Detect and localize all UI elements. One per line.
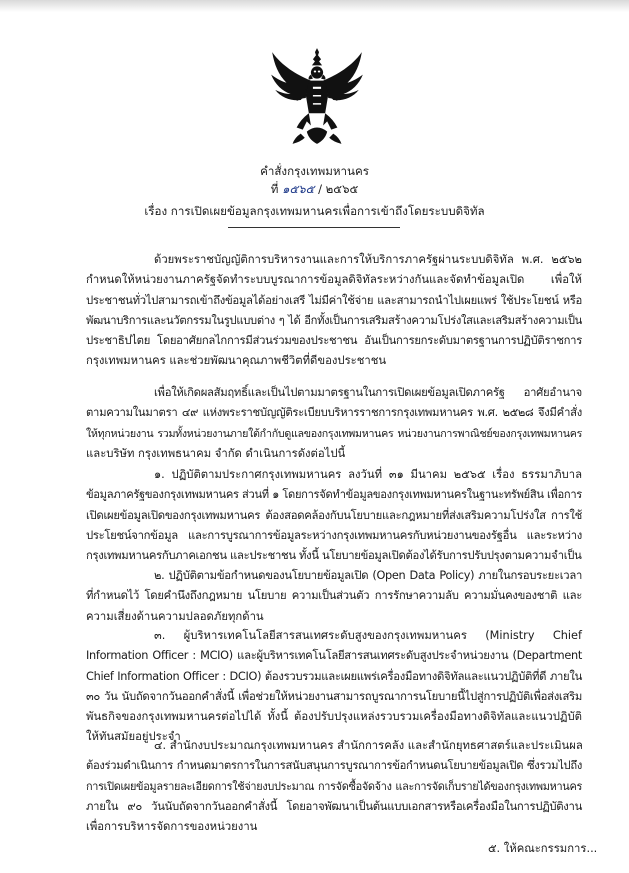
garuda-emblem-icon bbox=[266, 44, 368, 152]
paragraph-line: พันธกิจของกรุงเทพมหานครต่อไปได้ ทั้งนี้ ต้องปรับปรุงแหล่งรวบรวมเครื่องมือทางดิจิทัลและแนวปฏิบัติ bbox=[86, 710, 582, 724]
paragraph-line: ให้ทันสมัยอยู่ประจำ bbox=[86, 730, 181, 744]
paragraph-line: ต้องร่วมดำเนินการ กำหนดมาตรการในการสนับสนุนการบูรณาการข้อกำหนดนโยบายข้อมูลเปิด ซึ่งรวมไปถึง bbox=[86, 759, 582, 773]
order-number-prefix: ที่ bbox=[270, 182, 279, 196]
scan-shadow bbox=[0, 0, 629, 12]
paragraph-line: ตามความในมาตรา ๔๙ แห่งพระราชบัญญัติระเบียบบริหารราชการกรุงเทพมหานคร พ.ศ. ๒๕๒๘ จึงมีคำสั่ง bbox=[86, 406, 582, 420]
paragraph-line: ๒. ปฏิบัติตามข้อกำหนดของนโยบายข้อมูลเปิด (Open Data Policy) ภายในกรอบระยะเวลา bbox=[154, 569, 582, 582]
paragraph-line: เพื่อให้เกิดผลสัมฤทธิ์และเป็นไปตามมาตรฐานในการเปิดเผยข้อมูลเปิดภาครัฐ อาศัยอำนาจ bbox=[154, 386, 582, 399]
clause-2 bbox=[86, 566, 582, 627]
paragraph-line: กำหนดให้หน่วยงานภาครัฐจัดทำระบบบูรณาการข้อมูลดิจิทัลระหว่างกันและจัดทำข้อมูลเปิด เพื่อให้ bbox=[86, 273, 582, 287]
paragraph-line: กรุงเทพมหานครกับภาคเอกชน และประชาชน ทั้งนี้ นโยบายข้อมูลเปิดต้องได้รับการปรับปรุงตามความจำเป็น bbox=[86, 549, 582, 563]
paragraph-line: เพื่อการบริหารจัดการของหน่วยงาน bbox=[86, 820, 258, 834]
clause-1 bbox=[86, 465, 582, 566]
paragraph-line: พัฒนาบริการและนวัตกรรมในรูปแบบต่าง ๆ ได้ อีกทั้งเป็นการเสริมสร้างความโปร่งใสและเสริมสร้างความเป็น bbox=[86, 313, 582, 327]
paragraph-line: และบริษัท กรุงเทพธนาคม จำกัด ดำเนินการดังต่อไปนี้ bbox=[86, 446, 346, 460]
clause-3 bbox=[86, 626, 582, 748]
paragraph-line: ภายใน ๙๐ วันนับถัดจากวันออกคำสั่งนี้ โดยอาจพัฒนาเป็นต้นแบบเอกสารหรือเครื่องมือในการปฏิบัติงาน bbox=[86, 799, 582, 813]
paragraph-line: ประชาธิปไตย โดยอาศัยกลไกการมีส่วนร่วมของประชาชน อันเป็นการยกระดับมาตรฐานการปฏิบัติราชการ bbox=[86, 334, 582, 348]
paragraph-line: ประโยชน์จากข้อมูล และการบูรณาการข้อมูลระหว่างกรุงเทพมหานครกับหน่วยงานของรัฐอื่น และระหว่าง bbox=[86, 528, 582, 542]
paragraph-line: ประชาชนทั่วไปสามารถเข้าถึงข้อมูลได้อย่างเสรี ไม่มีค่าใช้จ่าย และสามารถนำไปเผยแพร่ ใช้ประโยชน์ หรือ bbox=[86, 293, 582, 307]
paragraph-line: การเปิดเผยข้อมูลรายละเอียดการใช้จ่ายงบประมาณ การจัดซื้อจัดจ้าง และการจัดเก็บรายได้ของกรุงเทพมหานคร bbox=[86, 779, 582, 793]
handwritten-number: ๑๕๖๕ bbox=[282, 182, 315, 196]
paragraph-line: ๓๐ วัน นับถัดจากวันออกคำสั่งนี้ เพื่อช่วยให้หน่วยงานสามารถบูรณาการนโยบายนี้ไปสู่การปฏิบัติเพื่อส่งเสริม bbox=[86, 689, 582, 703]
paragraph-authority bbox=[86, 383, 582, 464]
paragraph-line: ด้วยพระราชบัญญัติการบริหารงานและการให้บริการภาครัฐผ่านระบบดิจิทัล พ.ศ. ๒๕๖๒ bbox=[154, 253, 582, 266]
divider bbox=[228, 227, 400, 228]
order-subject: เรื่อง การเปิดเผยข้อมูลกรุงเทพมหานครเพื่อการเข้าถึงโดยระบบดิจิทัล bbox=[144, 204, 485, 218]
order-number bbox=[0, 181, 629, 197]
paragraph-line: Information Officer : MCIO) และผู้บริหารเทคโนโลยีสารสนเทศระดับสูงประจำหน่วยงาน (Department bbox=[86, 649, 582, 663]
paragraph-line: ให้ทุกหน่วยงาน รวมทั้งหน่วยงานภายใต้กำกับดูแลของกรุงเทพมหานคร หน่วยงานการพาณิชย์ของกรุงเทพมหานคร bbox=[86, 426, 582, 440]
paragraph-intro bbox=[86, 250, 582, 372]
paragraph-line: Chief Information Officer : DCIO) ต้องรวบรวมและเผยแพร่เครื่องมือทางดิจิทัลและแนวปฏิบัติที่ดี ภายใน bbox=[86, 669, 582, 683]
paragraph-line: ๔. สำนักงบประมาณกรุงเทพมหานคร สำนักการคลัง และสำนักยุทธศาสตร์และประเมินผล bbox=[154, 739, 583, 752]
paragraph-line: เปิดเผยข้อมูลเปิดของกรุงเทพมหานคร ต้องสอดคล้องกับนโยบายและกฎหมายที่ส่งเสริมความโปร่งใส การใช้ bbox=[86, 508, 582, 522]
order-number-year: / ๒๕๖๕ bbox=[318, 182, 359, 196]
paragraph-line: ข้อมูลภาครัฐของกรุงเทพมหานคร ส่วนที่ ๑ โดยการจัดทำข้อมูลของกรุงเทพมหานครในฐานะทรัพย์สิน เพื่อการ bbox=[86, 488, 582, 502]
continuation-note: ๕. ให้คณะกรรมการ... bbox=[488, 842, 598, 855]
clause-4 bbox=[86, 736, 582, 837]
paragraph-line: ๑. ปฏิบัติตามประกาศกรุงเทพมหานคร ลงวันที่ ๓๑ มีนาคม ๒๕๖๕ เรื่อง ธรรมาภิบาล bbox=[154, 468, 582, 481]
paragraph-line: ความเสี่ยงด้านความปลอดภัยทุกด้าน bbox=[86, 609, 264, 623]
paragraph-line: กรุงเทพมหานคร และช่วยพัฒนาคุณภาพชีวิตที่ดีของประชาชน bbox=[86, 354, 387, 368]
paragraph-line: ที่กำหนดไว้ โดยคำนึงถึงกฎหมาย นโยบาย ความเป็นส่วนตัว การรักษาความลับ ความมั่นคงของชาติ และ bbox=[86, 589, 582, 603]
order-title: คำสั่งกรุงเทพมหานคร bbox=[260, 164, 369, 178]
paragraph-line: ๓. ผู้บริหารเทคโนโลยีสารสนเทศระดับสูงของกรุงเทพมหานคร (Ministry Chief bbox=[154, 629, 582, 642]
